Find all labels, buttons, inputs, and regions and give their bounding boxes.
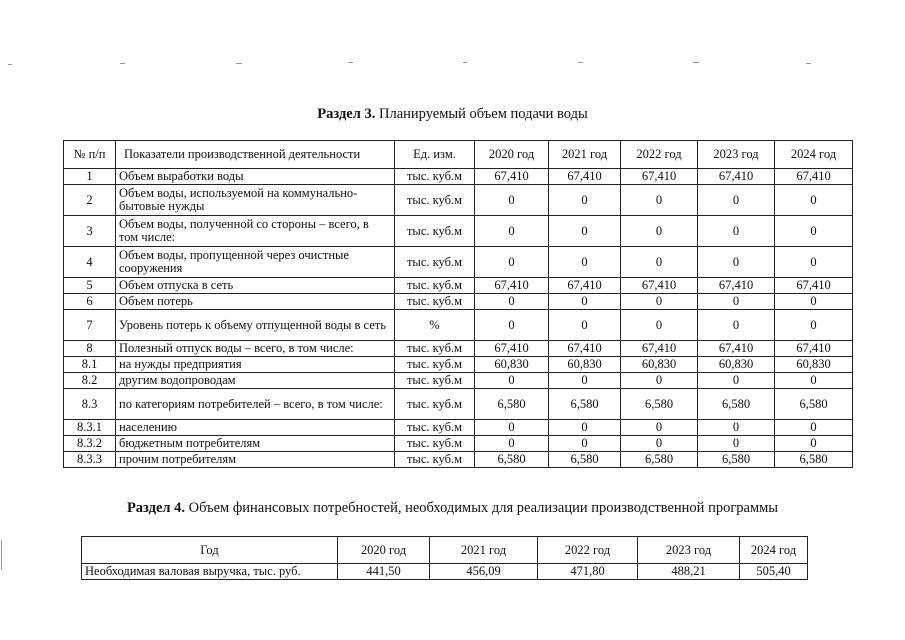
indicator-name: Уровень потерь к объему отпущенной воды в сеть (116, 310, 395, 341)
table-row (64, 247, 853, 278)
indicator-name: другим водопроводам (116, 373, 395, 389)
header-cell: 2024 год (740, 537, 808, 564)
value-cell: 0 (549, 294, 621, 310)
unit-cell: тыс. куб.м (395, 169, 475, 185)
indicator-name: Объем воды, пропущенной через очистные сооружения (116, 247, 395, 278)
value-cell: 0 (698, 436, 775, 452)
value-cell: 0 (549, 373, 621, 389)
table-row (64, 216, 853, 247)
row-number: 3 (64, 216, 116, 247)
indicator-name: Объем выработки воды (116, 169, 395, 185)
value-cell: 505,40 (740, 564, 808, 580)
value-cell: 67,410 (775, 169, 853, 185)
value-cell: 67,410 (621, 169, 698, 185)
header-cell: 2023 год (698, 141, 775, 169)
header-cell: 2022 год (538, 537, 638, 564)
table-row (64, 169, 853, 185)
table-row (64, 278, 853, 294)
row-number: 8 (64, 341, 116, 357)
value-cell: 0 (475, 294, 549, 310)
table-header-row (82, 537, 808, 564)
value-cell: 67,410 (775, 341, 853, 357)
value-cell: 0 (475, 310, 549, 341)
unit-cell: % (395, 310, 475, 341)
indicator-name: населению (116, 420, 395, 436)
value-cell: 0 (475, 185, 549, 216)
unit-cell: тыс. куб.м (395, 389, 475, 420)
value-cell: 0 (549, 436, 621, 452)
value-cell: 0 (775, 310, 853, 341)
value-cell: 0 (549, 216, 621, 247)
indicator-name: по категориям потребителей – всего, в том числе: (116, 389, 395, 420)
value-cell: 0 (621, 420, 698, 436)
value-cell: 6,580 (549, 389, 621, 420)
value-cell: 6,580 (621, 389, 698, 420)
value-cell: 0 (621, 247, 698, 278)
section3-label: Раздел 3. (317, 106, 376, 122)
section3-heading (0, 106, 905, 123)
table-header-row (64, 141, 853, 169)
row-number: 8.3.1 (64, 420, 116, 436)
value-cell: 60,830 (621, 357, 698, 373)
value-cell: 471,80 (538, 564, 638, 580)
value-cell: 60,830 (475, 357, 549, 373)
unit-cell: тыс. куб.м (395, 420, 475, 436)
row-number: 1 (64, 169, 116, 185)
value-cell: 6,580 (475, 389, 549, 420)
value-cell: 0 (475, 216, 549, 247)
value-cell: 67,410 (549, 278, 621, 294)
table-row (64, 310, 853, 341)
value-cell: 6,580 (475, 452, 549, 468)
header-cell: 2021 год (430, 537, 538, 564)
value-cell: 0 (698, 216, 775, 247)
value-cell: 0 (621, 436, 698, 452)
indicator-name: Объем воды, используемой на коммунально-бытовые нужды (116, 185, 395, 216)
table-row (64, 420, 853, 436)
header-cell: Показатели производственной деятельности (116, 141, 395, 169)
table-row (64, 373, 853, 389)
value-cell: 0 (621, 216, 698, 247)
value-cell: 456,09 (430, 564, 538, 580)
value-cell: 0 (475, 247, 549, 278)
table-row (64, 452, 853, 468)
value-cell: 6,580 (698, 389, 775, 420)
row-number: 8.1 (64, 357, 116, 373)
value-cell: 0 (621, 185, 698, 216)
unit-cell: тыс. куб.м (395, 357, 475, 373)
value-cell: 0 (775, 216, 853, 247)
table-row (82, 564, 808, 580)
value-cell: 0 (621, 373, 698, 389)
value-cell: 0 (775, 436, 853, 452)
unit-cell: тыс. куб.м (395, 294, 475, 310)
section3-title: Планируемый объем подачи воды (378, 106, 588, 122)
value-cell: 67,410 (475, 341, 549, 357)
value-cell: 0 (698, 373, 775, 389)
row-number: 4 (64, 247, 116, 278)
unit-cell: тыс. куб.м (395, 216, 475, 247)
value-cell: 441,50 (338, 564, 430, 580)
value-cell: 0 (475, 436, 549, 452)
header-cell: Год (82, 537, 338, 564)
indicator-name: Объем потерь (116, 294, 395, 310)
value-cell: 67,410 (698, 278, 775, 294)
value-cell: 0 (475, 420, 549, 436)
table-row (64, 357, 853, 373)
unit-cell: тыс. куб.м (395, 341, 475, 357)
table-row (64, 436, 853, 452)
water-supply-table (63, 140, 853, 468)
row-number: 8.3.3 (64, 452, 116, 468)
value-cell: 0 (621, 294, 698, 310)
value-cell: 67,410 (698, 169, 775, 185)
header-cell: 2020 год (338, 537, 430, 564)
indicator-name: Объем отпуска в сеть (116, 278, 395, 294)
value-cell: 6,580 (549, 452, 621, 468)
header-cell: 2021 год (549, 141, 621, 169)
indicator-name: Необходимая валовая выручка, тыс. руб. (82, 564, 338, 580)
value-cell: 67,410 (549, 169, 621, 185)
section4-title: Объем финансовых потребностей, необходимых для реализации производственной программы (188, 500, 779, 516)
value-cell: 0 (698, 310, 775, 341)
value-cell: 0 (549, 185, 621, 216)
value-cell: 0 (775, 420, 853, 436)
value-cell: 60,830 (775, 357, 853, 373)
value-cell: 60,830 (549, 357, 621, 373)
value-cell: 0 (549, 420, 621, 436)
row-number: 8.3 (64, 389, 116, 420)
value-cell: 6,580 (698, 452, 775, 468)
value-cell: 0 (698, 420, 775, 436)
header-cell: Ед. изм. (395, 141, 475, 169)
value-cell: 60,830 (698, 357, 775, 373)
header-cell: 2022 год (621, 141, 698, 169)
table-row (64, 185, 853, 216)
unit-cell: тыс. куб.м (395, 247, 475, 278)
unit-cell: тыс. куб.м (395, 185, 475, 216)
value-cell: 0 (475, 373, 549, 389)
indicator-name: бюджетным потребителям (116, 436, 395, 452)
financial-needs-table (81, 536, 808, 580)
value-cell: 67,410 (475, 278, 549, 294)
value-cell: 6,580 (775, 452, 853, 468)
row-number: 6 (64, 294, 116, 310)
value-cell: 0 (775, 185, 853, 216)
header-cell: 2023 год (638, 537, 740, 564)
row-number: 7 (64, 310, 116, 341)
value-cell: 0 (549, 247, 621, 278)
unit-cell: тыс. куб.м (395, 278, 475, 294)
value-cell: 0 (775, 373, 853, 389)
value-cell: 0 (698, 247, 775, 278)
section4-label: Раздел 4. (126, 500, 186, 516)
unit-cell: тыс. куб.м (395, 373, 475, 389)
row-number: 8.3.2 (64, 436, 116, 452)
value-cell: 6,580 (775, 389, 853, 420)
table-row (64, 294, 853, 310)
unit-cell: тыс. куб.м (395, 436, 475, 452)
value-cell: 0 (775, 294, 853, 310)
value-cell: 488,21 (638, 564, 740, 580)
indicator-name: Полезный отпуск воды – всего, в том числе: (116, 341, 395, 357)
indicator-name: прочим потребителям (116, 452, 395, 468)
value-cell: 67,410 (698, 341, 775, 357)
table-row (64, 341, 853, 357)
value-cell: 0 (698, 294, 775, 310)
indicator-name: Объем воды, полученной со стороны – всего, в том числе: (116, 216, 395, 247)
table-row (64, 389, 853, 420)
indicator-name: на нужды предприятия (116, 357, 395, 373)
row-number: 8.2 (64, 373, 116, 389)
value-cell: 0 (698, 185, 775, 216)
value-cell: 67,410 (621, 341, 698, 357)
value-cell: 67,410 (475, 169, 549, 185)
unit-cell: тыс. куб.м (395, 452, 475, 468)
value-cell: 0 (775, 247, 853, 278)
value-cell: 67,410 (621, 278, 698, 294)
value-cell: 67,410 (775, 278, 853, 294)
header-cell: 2020 год (475, 141, 549, 169)
value-cell: 0 (621, 310, 698, 341)
row-number: 5 (64, 278, 116, 294)
value-cell: 67,410 (549, 341, 621, 357)
header-cell: 2024 год (775, 141, 853, 169)
section4-heading (0, 500, 905, 517)
row-number: 2 (64, 185, 116, 216)
value-cell: 6,580 (621, 452, 698, 468)
header-cell: № п/п (64, 141, 116, 169)
value-cell: 0 (549, 310, 621, 341)
